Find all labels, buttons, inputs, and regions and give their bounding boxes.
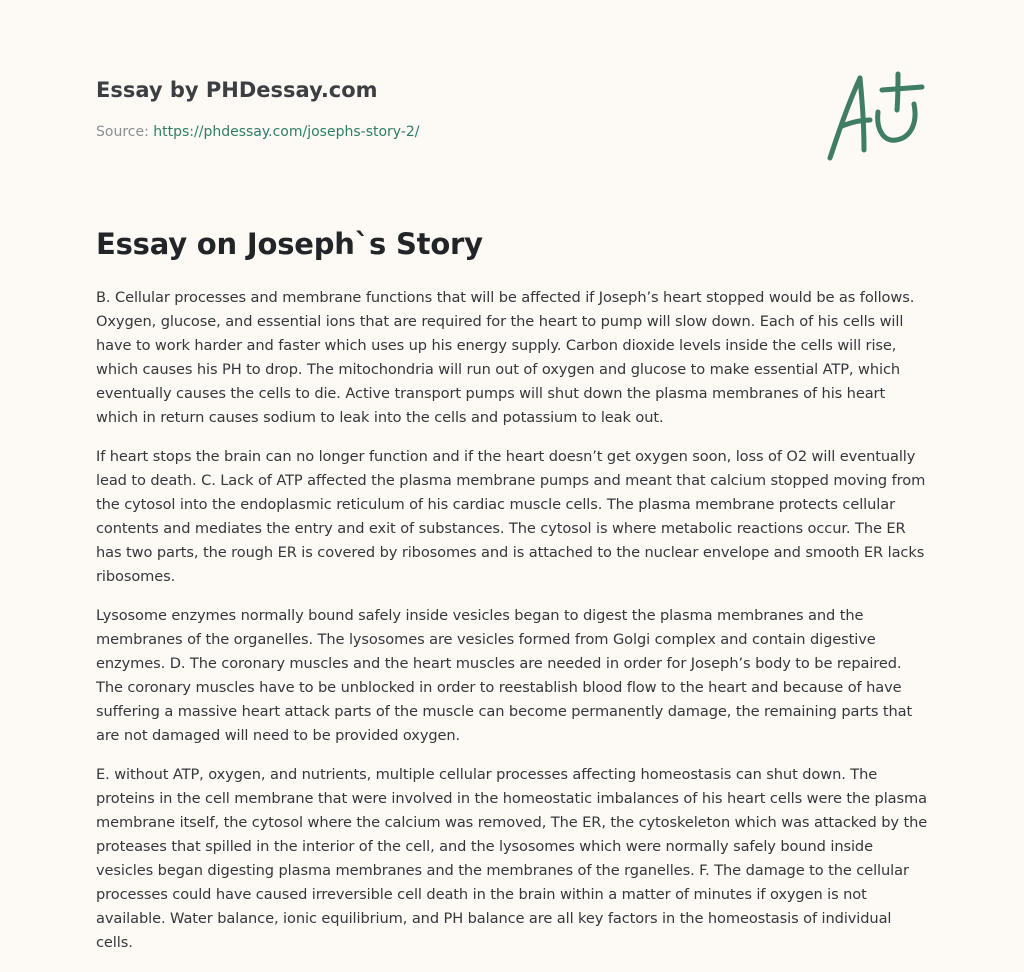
essay-title: Essay on Joseph`s Story xyxy=(96,227,483,261)
essay-paragraph: Lysosome enzymes normally bound safely inside vesicles began to digest the plasma membranes and the membranes of the organelles. The lysosomes are vesicles formed from Golgi complex and contain digestive enzymes. D. The coronary muscles and the heart muscles are needed in order for Joseph’s body to be repaired. The coronary muscles have to be unblocked in order to reestablish blood flow to the heart and because of have suffering a massive heart attack parts of the muscle can become permanently damage, the remaining parts that are not damaged will need to be provided oxygen. xyxy=(96,607,913,744)
site-title: Essay by PHDessay.com xyxy=(96,78,378,102)
essay-body xyxy=(96,286,928,970)
a-plus-grade-icon xyxy=(818,64,930,168)
source-link[interactable]: https://phdessay.com/josephs-story-2/ xyxy=(153,124,420,140)
essay-paragraph: B. Cellular processes and membrane functions that will be affected if Joseph’s heart stopped would be as follows. Oxygen, glucose, and essential ions that are required for the heart to pump will slow down. Each of his cells will have to work harder and faster which uses up his energy supply. Carbon dioxide levels inside the cells will rise, which causes his PH to drop. The mitochondria will run out of oxygen and glucose to make essential ATP, which eventually causes the cells to die. Active transport pumps will shut down the plasma membranes of his heart which in return causes sodium to leak into the cells and potassium to leak out. xyxy=(96,289,915,426)
page-header xyxy=(96,76,796,142)
source-label: Source: xyxy=(96,124,154,140)
essay-paragraph: E. without ATP, oxygen, and nutrients, multiple cellular processes affecting homeostasis can shut down. The proteins in the cell membrane that were involved in the homeostatic imbalances of his heart cells were the plasma membrane itself, the cytosol where the calcium was removed, The ER, the cytoskeleton which was attacked by the proteases that spilled in the interior of the cell, and the lysosomes which were normally safely bound inside vesicles began digesting plasma membranes and the membranes of the rganelles. F. The damage to the cellular processes could have caused irreversible cell death in the brain within a matter of minutes if oxygen is not available. Water balance, ionic equilibrium, and PH balance are all key factors in the homeostasis of individual cells. xyxy=(96,766,928,951)
essay-paragraph: If heart stops the brain can no longer function and if the heart doesn’t get oxygen soon, loss of O2 will eventually lead to death. C. Lack of ATP affected the plasma membrane pumps and meant that calcium stopped moving from the cytosol into the endoplasmic reticulum of his cardiac muscle cells. The plasma membrane protects cellular contents and mediates the entry and exit of substances. The cytosol is where metabolic reactions occur. The ER has two parts, the rough ER is covered by ribosomes and is attached to the nuclear envelope and smooth ER lacks ribosomes. xyxy=(96,448,926,585)
source-line xyxy=(96,122,796,142)
